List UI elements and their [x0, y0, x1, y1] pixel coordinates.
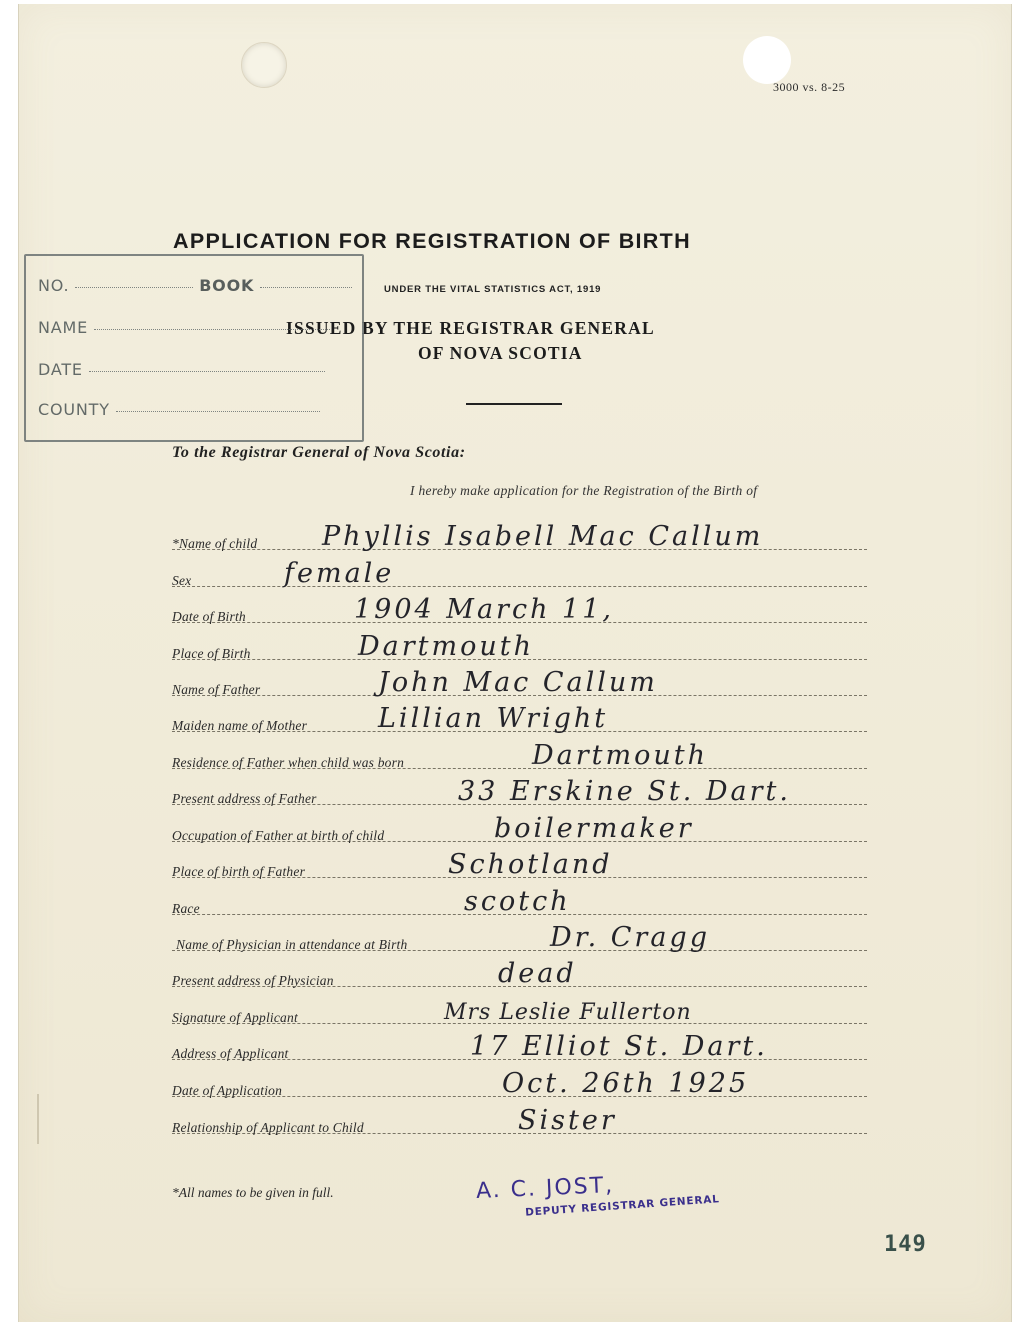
- issuer-line-1: ISSUED BY THE REGISTRAR GENERAL: [286, 318, 655, 338]
- stamp-dots: [116, 410, 320, 412]
- form-code: 3000 vs. 8-25: [773, 80, 846, 94]
- field-place-of-birth-of-father: [172, 849, 867, 880]
- field-name-of-child: [172, 521, 867, 552]
- punch-hole: [743, 36, 791, 84]
- field-label: *Name of child: [172, 536, 258, 551]
- field-value: dead: [498, 958, 577, 989]
- form-title: APPLICATION FOR REGISTRATION OF BIRTH: [173, 229, 691, 253]
- field-value: Dr. Cragg: [550, 922, 710, 953]
- field-present-address-of-father: [172, 776, 867, 807]
- stamp-book-label: BOOK: [199, 276, 255, 295]
- field-value: Dartmouth: [532, 740, 708, 771]
- punch-hole: [241, 42, 287, 88]
- field-address-of-applicant: [172, 1031, 867, 1062]
- edge-mark: [37, 1094, 39, 1144]
- stamp-no-label: NO.: [38, 276, 70, 295]
- field-date-of-birth: [172, 594, 867, 625]
- field-label: Place of Birth: [172, 646, 251, 661]
- field-value: female: [284, 558, 395, 589]
- field-residence-of-father: [172, 740, 867, 771]
- salutation: To the Registrar General of Nova Scotia:: [172, 444, 466, 461]
- declaration: I hereby make application for the Registration of the Birth of: [410, 483, 758, 498]
- field-label: Signature of Applicant: [172, 1010, 298, 1025]
- footnote: *All names to be given in full.: [172, 1185, 334, 1200]
- stamp-dots: [75, 286, 193, 288]
- field-label: Date of Application: [172, 1083, 283, 1098]
- field-label: Present address of Physician: [172, 973, 334, 988]
- field-occupation-of-father: [172, 813, 867, 844]
- registry-stamp-box: [24, 254, 364, 442]
- stamp-county-label: COUNTY: [38, 400, 110, 419]
- issuer-line-2: OF NOVA SCOTIA: [418, 343, 583, 363]
- field-label: Sex: [172, 573, 192, 588]
- field-value: boilermaker: [494, 813, 694, 844]
- field-value: Lillian Wright: [378, 703, 609, 734]
- field-label: Occupation of Father at birth of child: [172, 828, 385, 843]
- field-label: Race: [172, 901, 200, 916]
- field-place-of-birth: [172, 631, 867, 662]
- field-label: Maiden name of Mother: [172, 718, 308, 733]
- field-name-of-father: [172, 667, 867, 698]
- field-value: 1904 March 11,: [354, 594, 614, 625]
- field-label: Present address of Father: [172, 791, 317, 806]
- stamp-date-label: DATE: [38, 360, 83, 379]
- field-value: Mrs Leslie Fullerton: [444, 1000, 692, 1025]
- field-address-of-physician: [172, 958, 867, 989]
- field-value: Sister: [518, 1105, 617, 1136]
- stamp-dots: [89, 370, 325, 372]
- field-label: Residence of Father when child was born: [172, 755, 405, 770]
- field-maiden-name-of-mother: [172, 703, 867, 734]
- stamp-no-row: [38, 276, 352, 295]
- field-label: Relationship of Applicant to Child: [172, 1120, 364, 1135]
- field-value: Phyllis Isabell Mac Callum: [322, 521, 764, 552]
- official-stamp-name: A. C. JOST,: [475, 1172, 615, 1205]
- field-label: Address of Applicant: [172, 1046, 289, 1061]
- field-value: 33 Erskine St. Dart.: [458, 776, 791, 807]
- stamp-dots: [260, 286, 352, 288]
- field-value: Dartmouth: [358, 631, 534, 662]
- stamp-date-row: [38, 360, 325, 379]
- act-subtitle: UNDER THE VITAL STATISTICS ACT, 1919: [384, 284, 602, 295]
- field-value: John Mac Callum: [378, 667, 658, 698]
- official-stamp-title: DEPUTY REGISTRAR GENERAL: [524, 1193, 721, 1219]
- field-race: [172, 886, 867, 917]
- field-value: Oct. 26th 1925: [502, 1068, 750, 1099]
- field-label: Name of Father: [172, 682, 261, 697]
- field-sex: [172, 558, 867, 589]
- field-value: 17 Elliot St. Dart.: [470, 1031, 768, 1062]
- field-value: scotch: [464, 886, 571, 917]
- field-label: Name of Physician in attendance at Birth: [176, 937, 408, 952]
- field-value: Schotland: [448, 849, 613, 880]
- field-signature-of-applicant: [172, 1000, 867, 1026]
- field-line: [172, 586, 867, 587]
- title-rule: [466, 403, 562, 405]
- stamp-county-row: [38, 400, 320, 419]
- field-physician: [172, 922, 867, 953]
- field-relationship-of-applicant: [172, 1105, 867, 1136]
- stamp-name-label: NAME: [38, 318, 89, 337]
- stamp-dots: [94, 328, 330, 330]
- stamp-name-row: [38, 318, 330, 337]
- field-date-of-application: [172, 1068, 867, 1099]
- field-label: Place of birth of Father: [172, 864, 306, 879]
- field-label: Date of Birth: [172, 609, 246, 624]
- page-number: 149: [884, 1232, 927, 1257]
